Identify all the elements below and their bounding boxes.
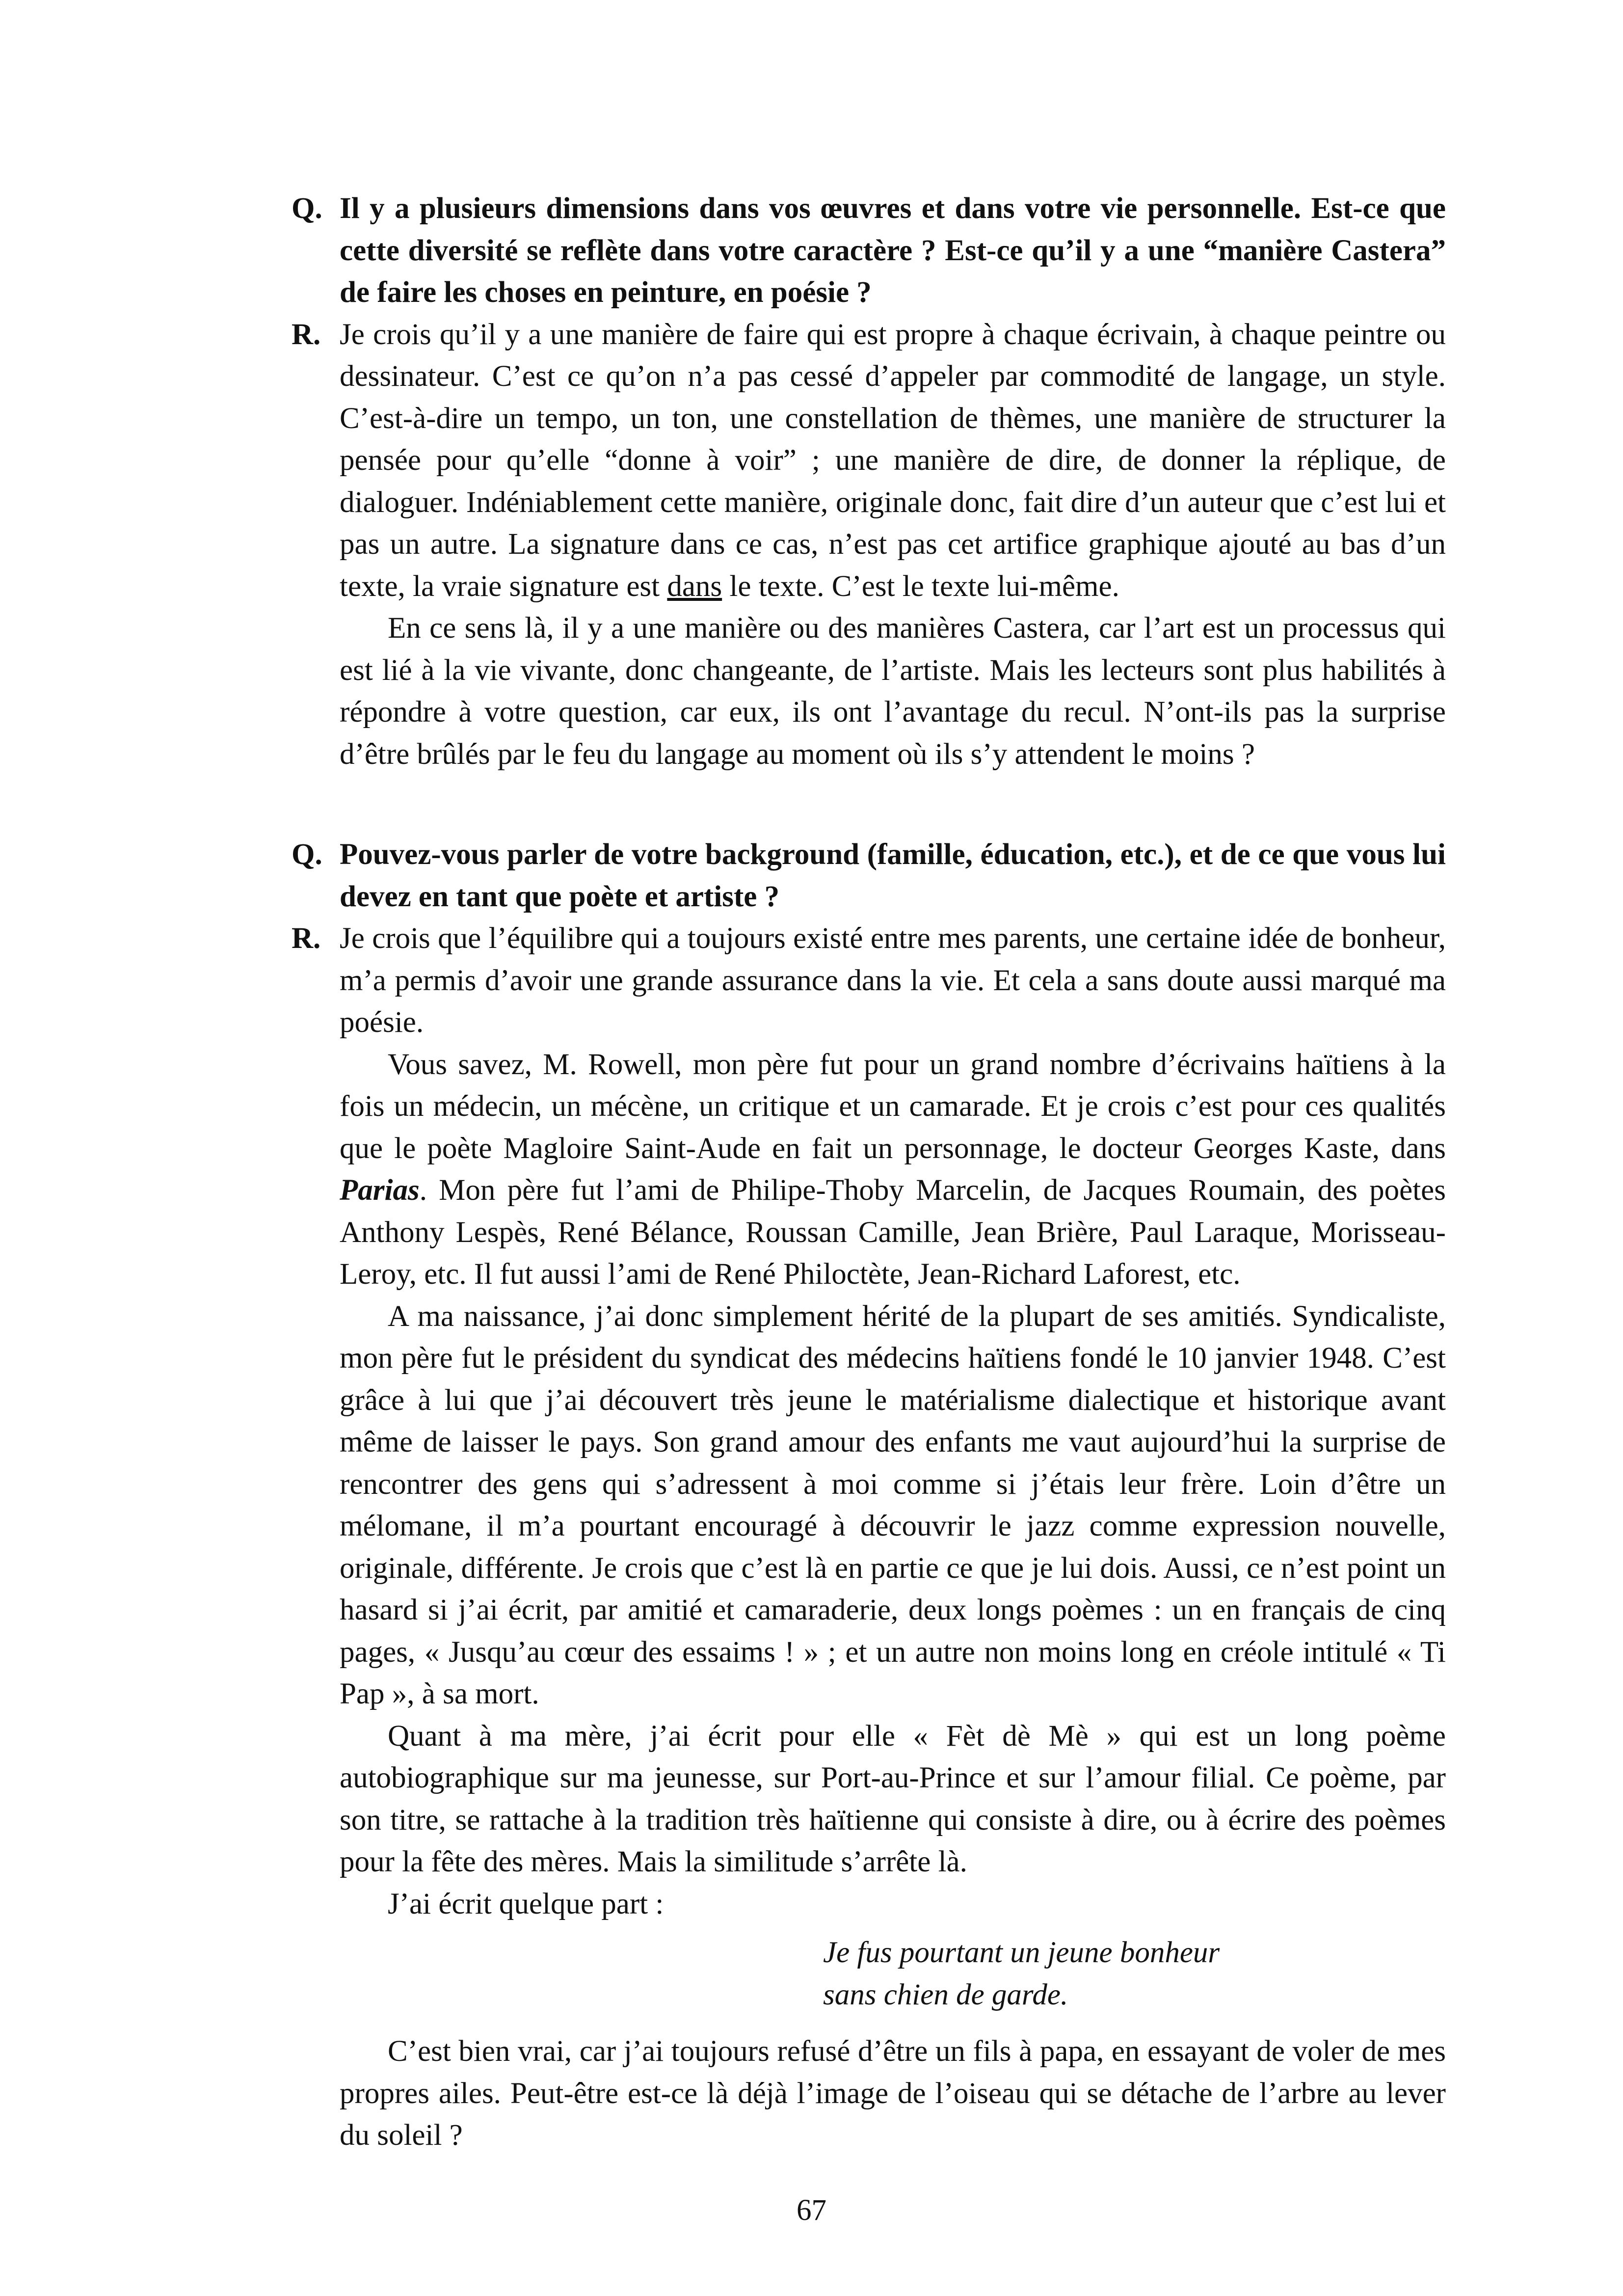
book-title: Parias: [340, 1174, 420, 1207]
answer-paragraph: J’ai écrit quelque part :: [388, 1887, 664, 1920]
answer-paragraph: [340, 314, 1446, 608]
answer-2: [292, 918, 1446, 2157]
answer-text: . Mon père fut l’ami de Philipe-Thoby Marcelin, de Jacques Roumain, des poètes Anthony Lespès, René Bélance, Roussan Camille, Jean Brière, Paul Laraque, Morisseau-Leroy, etc. Il fut aussi l’ami de René Philoctète, Jean-Richard Laforest, etc.: [340, 1174, 1446, 1291]
answer-paragraph: En ce sens là, il y a une manière ou des manières Castera, car l’art est un processus qui est lié à la vie vivante, donc changeante, de l’artiste. Mais les lecteurs sont plus habilités à répondre à votre question, car eux, ils ont l’avantage du recul. N’ont-ils pas la surprise d’être brûlés par le feu du langage au moment où ils s’y attendent le moins ?: [340, 612, 1446, 771]
answer-paragraph: [340, 1044, 1446, 1296]
question-text: Pouvez-vous parler de votre background (famille, éducation, etc.), et de ce que vous lui devez en tant que poète et artiste ?: [340, 838, 1446, 913]
answer-label: R.: [292, 922, 321, 955]
poem-quote: [340, 1932, 1446, 2016]
answer-text: Je crois qu’il y a une manière de faire qui est propre à chaque écrivain, à chaque peintre ou dessinateur. C’est ce qu’on n’a pas cessé d’appeler par commodité de langage, un style. C’est-à-dire un tempo, un ton, une constellation de thèmes, une manière de structurer la pensée pour qu’elle “donne à voir” ; une manière de dire, de donner la réplique, de dialoguer. Indéniablement cette manière, originale donc, fait dire d’un auteur que c’est lui et pas un autre. La signature dans ce cas, n’est pas cet artifice graphique ajouté au bas d’un texte, la vraie signature est: [340, 318, 1446, 603]
question-label: Q.: [292, 192, 322, 225]
answer-text: Vous savez, M. Rowell, mon père fut pour un grand nombre d’écrivains haïtiens à la fois un médecin, un mécène, un critique et un camarade. Et je crois c’est pour ces qualités que le poète Magloire Saint-Aude en fait un personnage, le docteur Georges Kaste, dans: [340, 1048, 1446, 1165]
poem-line: Je fus pourtant un jeune bonheur: [823, 1936, 1220, 1969]
page-number: 67: [797, 2194, 826, 2227]
answer-text: le texte. C’est le texte lui-même.: [729, 569, 1119, 603]
question-2: [292, 834, 1446, 918]
underlined-word: dans: [667, 569, 722, 603]
question-1: [292, 188, 1446, 314]
answer-1: [292, 314, 1446, 776]
answer-paragraph: Quant à ma mère, j’ai écrit pour elle « Fèt dè Mè » qui est un long poème autobiographique sur ma jeunesse, sur Port-au-Prince et sur l’amour filial. Ce poème, par son titre, se rattache à la tradition très haïtienne qui consiste à dire, ou à écrire des poèmes pour la fête des mères. Mais la similitude s’arrête là.: [340, 1719, 1446, 1878]
answer-label: R.: [292, 318, 321, 351]
answer-paragraph: Je crois que l’équilibre qui a toujours existé entre mes parents, une certaine idée de bonheur, m’a permis d’avoir une grande assurance dans la vie. Et cela a sans doute aussi marqué ma poésie.: [340, 922, 1446, 1039]
answer-paragraph: C’est bien vrai, car j’ai toujours refusé d’être un fils à papa, en essayant de voler de mes propres ailes. Peut-être est-ce là déjà l’image de l’oiseau qui se détache de l’arbre au lever du soleil ?: [340, 2035, 1446, 2152]
answer-paragraph: A ma naissance, j’ai donc simplement hérité de la plupart de ses amitiés. Syndicaliste, mon père fut le président du syndicat des médecins haïtiens fondé le 10 janvier 1948. C’est grâce à lui que j’ai découvert très jeune le matérialisme dialectique et historique avant même de laisser le pays. Son grand amour des enfants me vaut aujourd’hui la surprise de rencontrer des gens qui s’adressent à moi comme si j’étais leur frère. Loin d’être un mélomane, il m’a pourtant encouragé à découvrir le jazz comme expression nouvelle, originale, différente. Je crois que c’est là en partie ce que je lui dois. Aussi, ce n’est point un hasard si j’ai écrit, par amitié et camaraderie, deux longs poèmes : un en français de cinq pages, « Jusqu’au cœur des essaims ! » ; et un autre non moins long en créole intitulé « Ti Pap », à sa mort.: [340, 1299, 1446, 1710]
poem-line: sans chien de garde.: [823, 1978, 1068, 2011]
question-label: Q.: [292, 838, 322, 871]
interview-block-1: [292, 188, 1446, 775]
interview-block-2: [292, 834, 1446, 2157]
question-text: Il y a plusieurs dimensions dans vos œuvres et dans votre vie personnelle. Est-ce que cette diversité se reflète dans votre caractère ? Est-ce qu’il y a une “manière Castera” de faire les choses en peinture, en poésie ?: [340, 192, 1446, 309]
